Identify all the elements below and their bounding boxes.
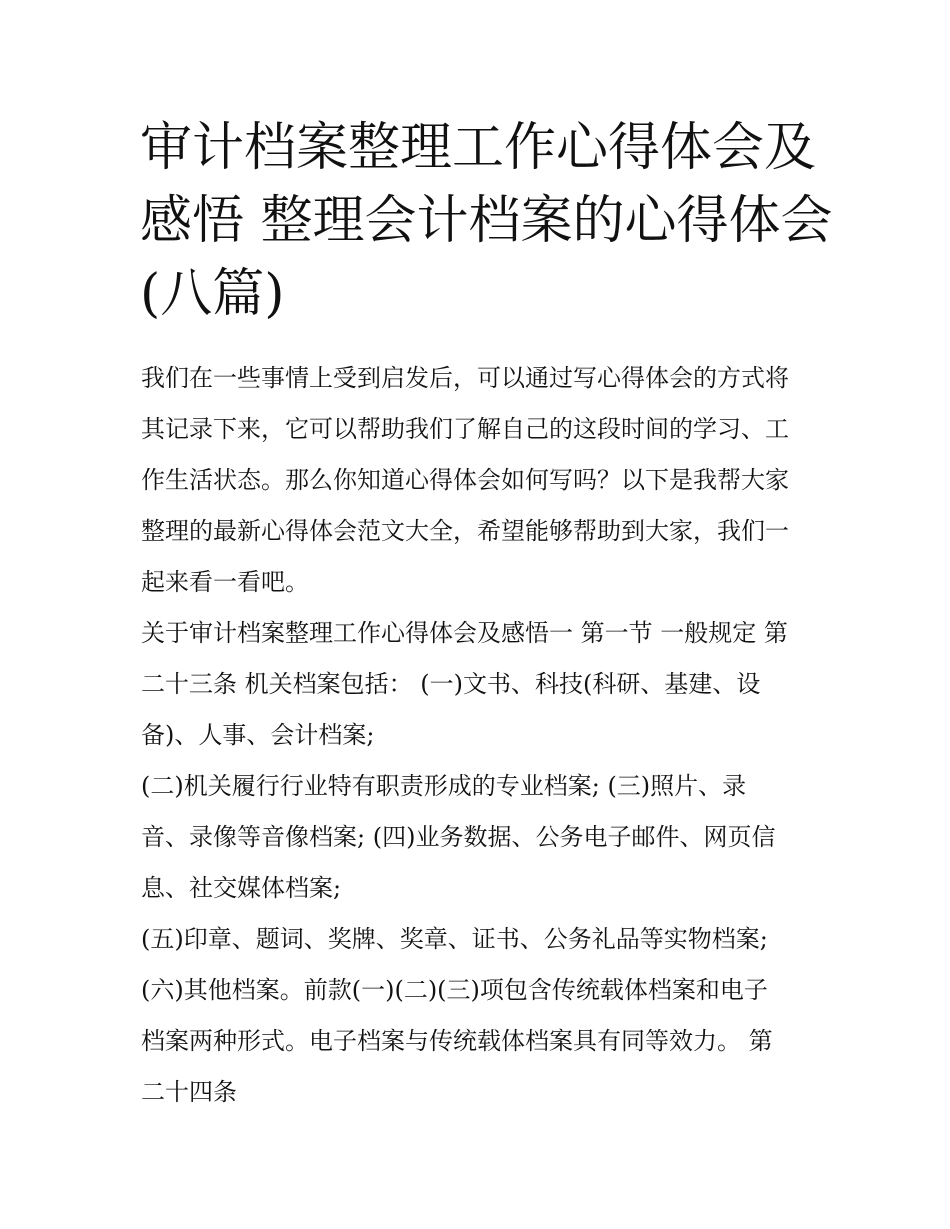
document-title	[140, 112, 833, 331]
body-line: 二十四条	[141, 1078, 237, 1106]
body-line: 作生活状态。那么你知道心得体会如何写吗？以下是我帮大家	[141, 466, 789, 494]
body-line: 档案两种形式。电子档案与传统载体档案具有同等效力。 第	[141, 1027, 773, 1055]
body-line: 我们在一些事情上受到启发后，可以通过写心得体会的方式将	[141, 364, 789, 392]
body-line: 备)、人事、会计档案;	[141, 721, 375, 749]
title-line: (八篇)	[140, 264, 285, 324]
body-line: 息、社交媒体档案;	[141, 874, 342, 902]
body-line: (五)印章、题词、奖牌、奖章、证书、公务礼品等实物档案;	[141, 925, 768, 953]
body-line: 其记录下来，它可以帮助我们了解自己的这段时间的学习、工	[141, 415, 789, 443]
body-line: 整理的最新心得体会范文大全，希望能够帮助到大家，我们一	[141, 517, 789, 545]
title-line: 审计档案整理工作心得体会及	[140, 118, 817, 178]
body-line: 起来看一看吧。	[141, 568, 309, 596]
body-line: 关于审计档案整理工作心得体会及感悟一 第一节 一般规定 第	[141, 619, 788, 647]
document-body	[141, 353, 831, 1118]
body-line: 二十三条 机关档案包括： (一)文书、科技(科研、基建、设	[141, 670, 761, 698]
body-line: 音、录像等音像档案; (四)业务数据、公务电子邮件、网页信	[141, 823, 776, 851]
body-line: (六)其他档案。前款(一)(二)(三)项包含传统载体档案和电子	[141, 976, 768, 1004]
title-line: 感悟 整理会计档案的心得体会	[140, 191, 833, 251]
body-line: (二)机关履行行业特有职责形成的专业档案; (三)照片、录	[141, 772, 747, 800]
